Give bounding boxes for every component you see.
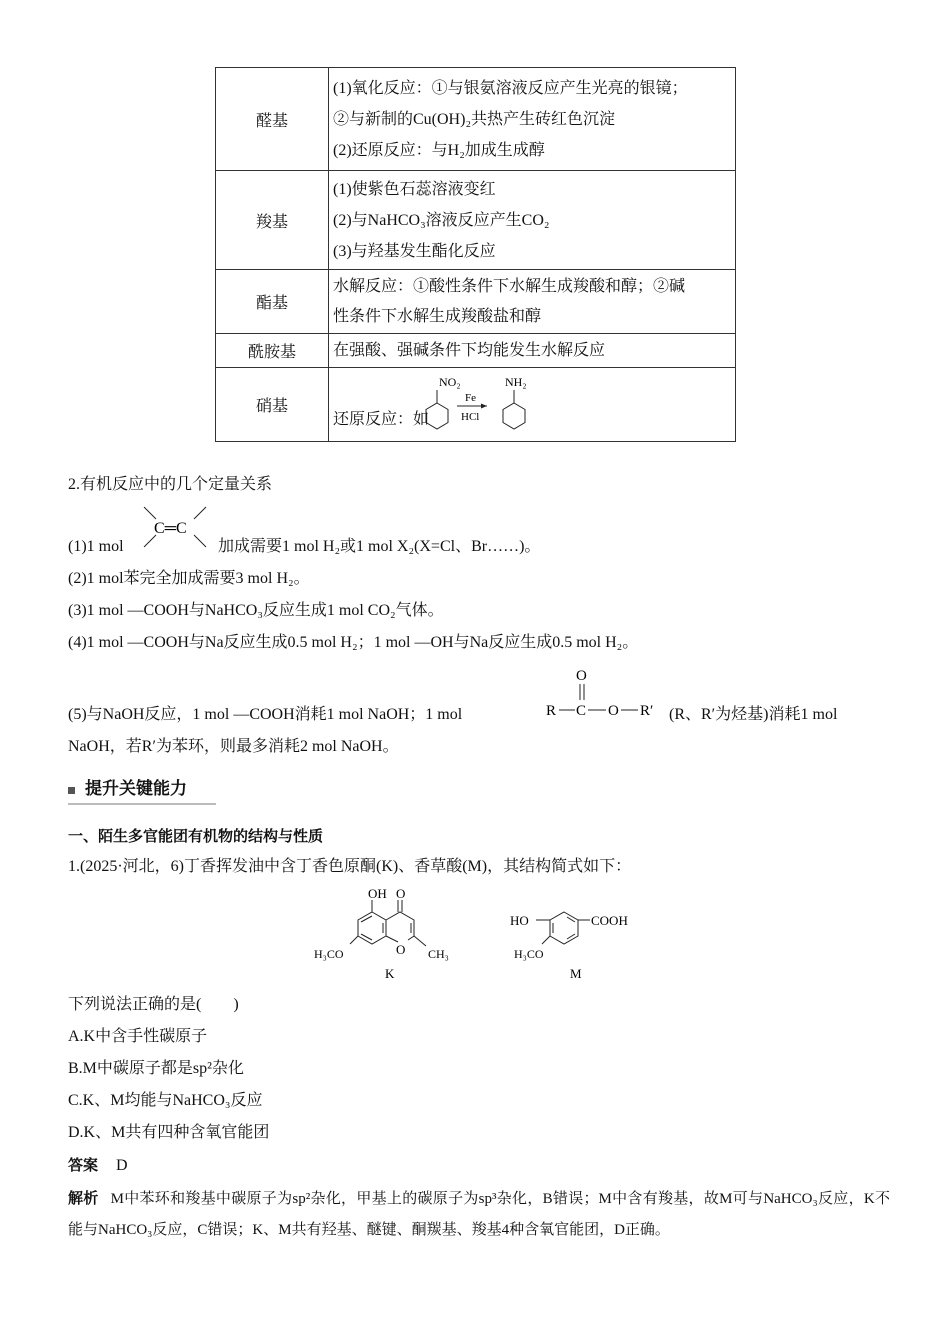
alkene-label: C═C: [154, 520, 187, 537]
group-name: 醛基: [216, 68, 329, 171]
ester-r-prime: R′: [640, 703, 654, 719]
group-name: 酯基: [216, 270, 329, 334]
ester-c: C: [576, 703, 587, 719]
question-prompt: 下列说法正确的是( ): [68, 996, 239, 1013]
table-row: [216, 334, 736, 368]
reaction-line: (2)与NaHCO₃溶液反应产生CO₂: [333, 211, 550, 229]
m-methoxy-label: H₃CO: [514, 947, 544, 961]
m-ho-label: HO: [510, 913, 529, 928]
m-cooh-label: COOH: [591, 913, 628, 928]
quant-item-1-prefix: (1)1 mol: [68, 538, 124, 555]
section-title: [68, 777, 216, 805]
reaction-line: (3)与羟基发生酯化反应: [333, 242, 496, 260]
reaction-line: ②与新制的Cu(OH)₂共热产生砖红色沉淀: [333, 110, 616, 128]
option-c: C.K、M均能与NaHCO₃反应: [68, 1092, 263, 1109]
group-reactions: [329, 171, 736, 270]
group-name: 羧基: [216, 171, 329, 270]
quant-item-2: (2)1 mol苯完全加成需要3 mol H₂。: [68, 570, 310, 587]
option-b: B.M中碳原子都是sp²杂化: [68, 1060, 244, 1077]
answer-line: [68, 1153, 128, 1178]
question-stem: 1.(2025·河北，6)丁香挥发油中含丁香色原酮(K)、香草酸(M)，其结构简式如下：: [68, 858, 632, 875]
ester-r: R: [546, 703, 557, 719]
quant-heading: 2.有机反应中的几个定量关系: [68, 476, 273, 493]
reaction-line: 水解反应：①酸性条件下水解生成羧酸和醇；②碱: [333, 277, 686, 295]
k-methyl-label: CH₃: [428, 947, 449, 961]
quant-item-1-suffix: 加成需要1 mol H₂或1 mol X₂(X=Cl、Br……)。: [218, 538, 541, 555]
structure-m: [510, 912, 628, 981]
table-row: [216, 270, 736, 334]
answer-value: D: [116, 1157, 128, 1174]
square-bullet-icon: [68, 787, 75, 794]
m-label: M: [570, 966, 582, 981]
ester-structure: [542, 664, 666, 722]
alkene-structure: [138, 503, 214, 555]
reaction-line: (1)使紫色石蕊溶液变红: [333, 180, 496, 198]
answer-label: 答案: [68, 1156, 99, 1174]
k-label: K: [385, 966, 395, 981]
table-row: [216, 171, 736, 270]
structure-k: [314, 886, 449, 981]
ester-o: O: [608, 703, 619, 719]
group-name: 硝基: [216, 368, 329, 442]
quant-item-4: (4)1 mol —COOH与Na反应生成0.5 mol H₂；1 mol —OH与Na反应生成0.5 mol H₂。: [68, 634, 639, 651]
table-row: [216, 368, 736, 442]
ester-carbonyl-o: O: [576, 668, 587, 684]
k-methoxy-label: H₃CO: [314, 947, 344, 961]
analysis-text: M中苯环和羧基中碳原子为sp²杂化，甲基上的碳原子为sp³杂化，B错误；M中含有羧基，故M可与NaHCO₃反应，K不能与NaHCO₃反应，C错误；K、M共有羟基、醚键、酮羰基、羧基4种含氧官能团，D正确。: [68, 1191, 890, 1238]
reaction-line: 在强酸、强碱条件下均能发生水解反应: [333, 342, 606, 359]
analysis-block: [68, 1183, 890, 1246]
reaction-line: (1)氧化反应：①与银氨溶液反应产生光亮的银镜；: [333, 79, 688, 97]
nitro-reduction-scheme: [417, 370, 567, 440]
amino-group-label: NH₂: [505, 374, 527, 389]
option-d: D.K、M共有四种含氧官能团: [68, 1124, 270, 1141]
k-carbonyl-o-label: O: [396, 886, 406, 901]
group-name: 酰胺基: [216, 334, 329, 368]
k-ring-o-label: O: [396, 942, 406, 957]
reaction-line: 还原反应：如: [333, 410, 430, 428]
quant-item-1: [68, 535, 124, 559]
option-a: A.K中含手性碳原子: [68, 1028, 208, 1045]
quant-item-5-suffix: (R、R′为烃基)消耗1 mol: [669, 706, 838, 723]
reaction-line: (2)还原反应：与H₂加成生成醇: [333, 141, 545, 159]
functional-group-table: [215, 67, 736, 442]
table-row: [216, 68, 736, 171]
reagent-bottom-label: HCl: [461, 410, 480, 423]
section-title-text: 提升关键能力: [85, 779, 187, 799]
structures-figure: [310, 882, 660, 987]
reagent-top-label: Fe: [465, 391, 476, 404]
quant-item-5-prefix: (5)与NaOH反应，1 mol —COOH消耗1 mol NaOH；1 mol: [68, 706, 463, 723]
group-reactions: [329, 368, 736, 442]
section-subtitle: 一、陌生多官能团有机物的结构与性质: [68, 827, 324, 845]
k-oh-label: OH: [368, 886, 387, 901]
nitro-group-label: NO₂: [439, 374, 461, 389]
analysis-label: 解析: [68, 1189, 99, 1207]
group-reactions: [329, 334, 736, 368]
group-reactions: [329, 270, 736, 334]
quant-item-5-line2: NaOH，若R′为苯环，则最多消耗2 mol NaOH。: [68, 738, 399, 755]
group-reactions: [329, 68, 736, 171]
quant-item-3: (3)1 mol —COOH与NaHCO₃反应生成1 mol CO₂气体。: [68, 602, 444, 619]
reaction-line: 性条件下水解生成羧酸盐和醇: [333, 307, 542, 325]
